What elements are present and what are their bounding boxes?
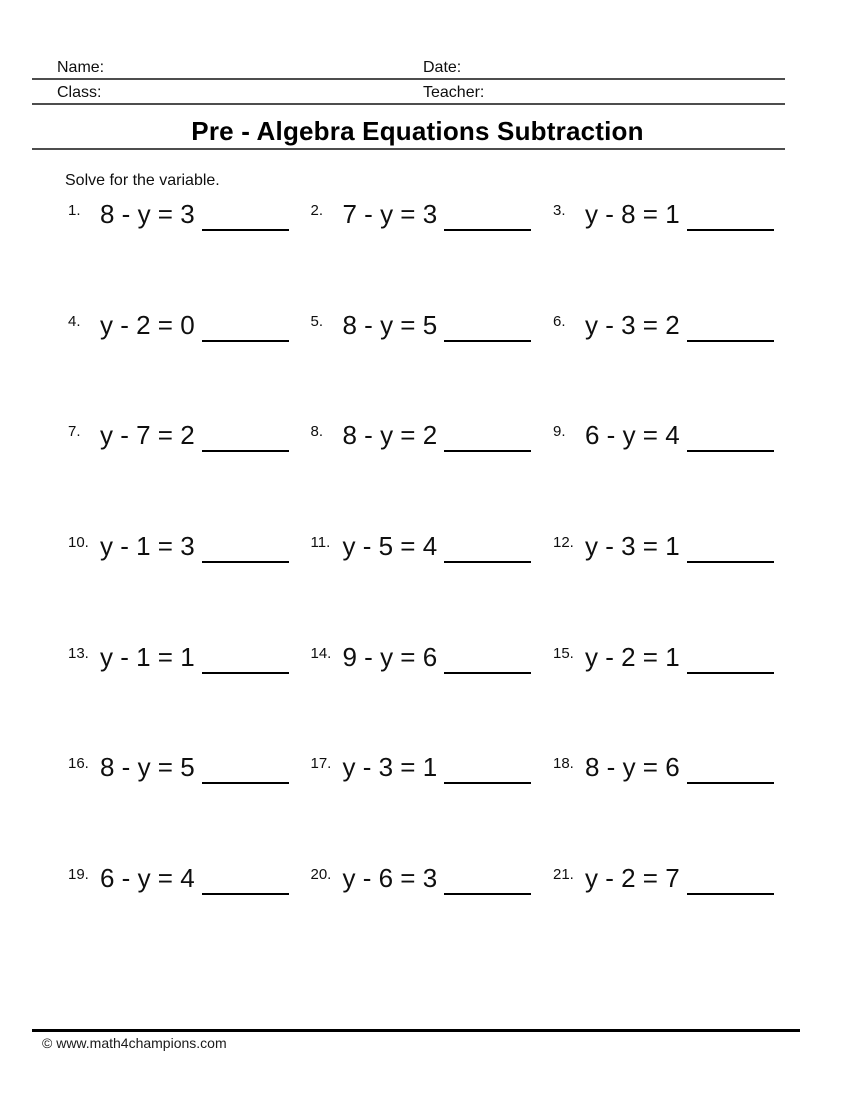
problem-number: 6. [553,312,566,330]
answer-blank [687,864,774,895]
answer-blank [687,643,774,674]
answer-blank [444,532,531,563]
title-divider [32,148,785,150]
problem-equation: 9 - y = 6 [342,641,438,672]
problem-10 [62,532,305,572]
problem-equation: y - 2 = 7 [585,863,680,894]
problem-number: 13. [68,644,89,662]
problem-equation: y - 1 = 3 [100,531,195,562]
problem-4 [62,311,305,351]
problem-11 [305,532,548,572]
problem-15 [547,643,790,683]
problem-number: 8. [310,423,324,441]
answer-blank [202,421,289,452]
name-date-row [32,60,785,80]
copyright-text: © www.math4champions.com [42,1035,227,1051]
footer-divider [32,1029,800,1032]
answer-blank [444,311,531,342]
problem-2 [305,200,548,240]
page-title: Pre - Algebra Equations Subtraction [191,116,644,146]
problem-number: 16. [68,755,89,773]
problem-12 [547,532,790,572]
problem-9 [547,421,790,461]
answer-blank [202,532,289,563]
problem-number: 9. [553,423,566,441]
problem-number: 21. [553,866,574,884]
answer-blank [444,200,531,231]
problem-equation: 7 - y = 3 [342,199,438,229]
problem-1 [62,200,305,240]
answer-blank [202,864,289,895]
teacher-label: Teacher: [423,84,485,101]
answer-blank [202,753,289,784]
problem-equation: y - 3 = 1 [342,752,438,783]
problem-number: 18. [553,755,574,773]
problem-21 [547,864,790,904]
instruction-text: Solve for the variable. [65,172,220,189]
problem-6 [547,311,790,351]
problem-number: 17. [310,755,332,773]
answer-blank [202,200,289,231]
answer-blank [687,421,774,452]
problem-equation: y - 1 = 1 [100,641,195,672]
problem-equation: 6 - y = 4 [585,420,680,451]
problem-number: 5. [310,312,324,330]
problem-equation: y - 3 = 1 [585,531,680,562]
problem-number: 7. [68,423,81,441]
problem-number: 4. [68,312,81,330]
problem-number: 2. [310,202,324,219]
problem-14 [305,643,548,683]
answer-blank [444,643,531,674]
problem-number: 11. [310,534,331,552]
answer-blank [687,532,774,563]
answer-blank [444,421,531,452]
problem-7 [62,421,305,461]
problem-equation: 8 - y = 5 [100,752,195,783]
problem-equation: 8 - y = 6 [585,752,680,783]
problem-16 [62,753,305,793]
problem-equation: y - 5 = 4 [342,531,438,562]
answer-blank [444,864,531,895]
problem-number: 15. [553,644,574,662]
problem-number: 1. [68,202,81,219]
problem-13 [62,643,305,683]
problem-equation: 6 - y = 4 [100,863,195,894]
problem-8 [305,421,548,461]
problem-20 [305,864,548,904]
answer-blank [202,643,289,674]
problem-number: 3. [553,202,566,219]
problem-equation: y - 8 = 1 [585,199,680,229]
problem-equation: 8 - y = 5 [342,309,438,340]
problem-5 [305,311,548,351]
problem-3 [547,200,790,240]
problem-equation: 8 - y = 3 [100,199,195,229]
problem-equation: 8 - y = 2 [342,420,438,451]
class-teacher-row [32,85,785,105]
problems-grid [62,200,790,975]
date-label: Date: [423,59,462,76]
problem-number: 14. [310,644,332,662]
answer-blank [202,311,289,342]
answer-blank [444,753,531,784]
problem-equation: y - 6 = 3 [342,863,438,894]
problem-equation: y - 7 = 2 [100,420,195,451]
problem-equation: y - 2 = 1 [585,641,680,672]
problem-number: 19. [68,866,89,884]
problem-equation: y - 3 = 2 [585,309,680,340]
answer-blank [687,311,774,342]
problem-19 [62,864,305,904]
name-label: Name: [57,59,105,76]
answer-blank [687,200,774,231]
problem-equation: y - 2 = 0 [100,309,195,340]
answer-blank [687,753,774,784]
problem-number: 10. [68,534,89,552]
problem-number: 20. [310,866,332,884]
class-label: Class: [57,84,102,101]
problem-18 [547,753,790,793]
problem-17 [305,753,548,793]
problem-number: 12. [553,534,574,552]
